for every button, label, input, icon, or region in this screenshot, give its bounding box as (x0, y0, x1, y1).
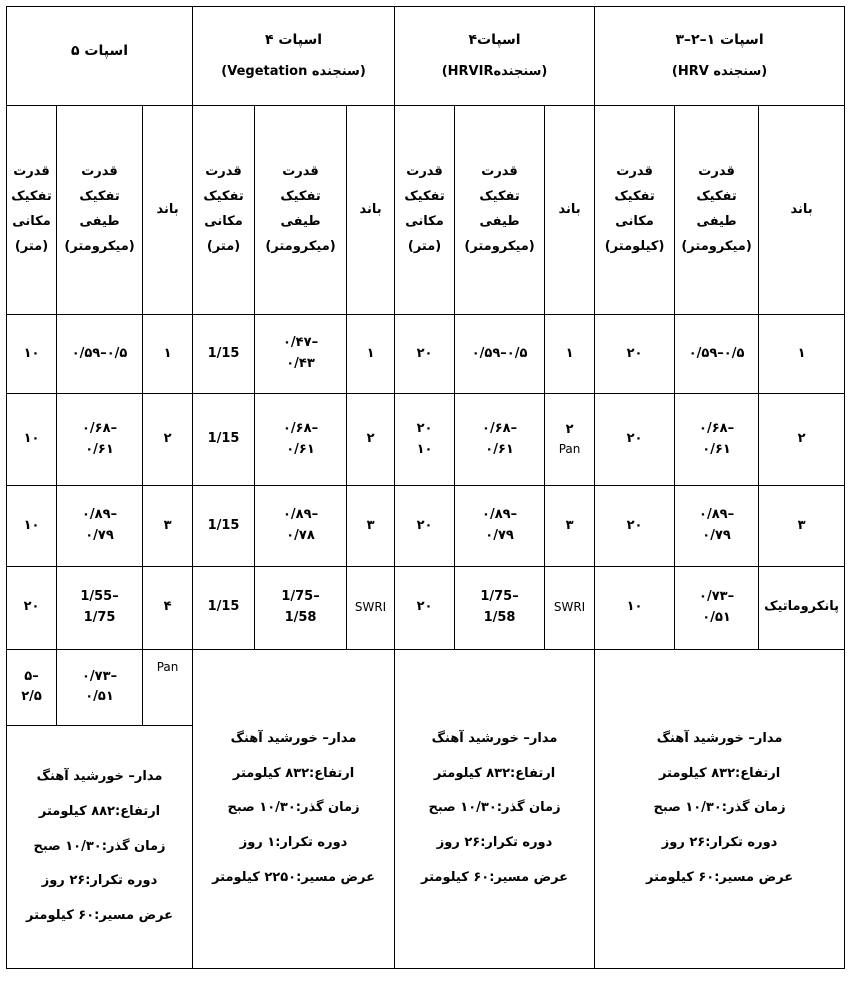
spectral-cell: –1/75 1/58 (455, 567, 545, 650)
table-row (7, 567, 845, 650)
spectral-cell: –۰/۸۹ ۰/۷۹ (57, 486, 143, 567)
band-cell: ۳ (143, 486, 193, 567)
spatial-cell: ۱۰ (7, 393, 57, 486)
spatial-cell: ۲۰ (395, 567, 455, 650)
band-cell: ۲ (143, 393, 193, 486)
table-row (7, 393, 845, 486)
band-cell: ۱ (347, 315, 395, 394)
spectral-cell: –۰/۸۹ ۰/۷۸ (255, 486, 347, 567)
spectral-cell: –۰/۷۳ ۰/۵۱ (57, 649, 143, 726)
col-header-spectral: قدرت تفکیک طیفی (میکرومتر) (675, 105, 759, 315)
table-row (7, 486, 845, 567)
spectral-cell: ۰/۵–۰/۵۹ (57, 315, 143, 394)
band-cell: ۲ Pan (545, 393, 595, 486)
satellite-header-spot4-vegetation: اسپات ۴ (سنجنده Vegetation) (193, 7, 395, 106)
spectral-cell: –۰/۷۳ ۰/۵۱ (675, 567, 759, 650)
spectral-cell: ۰/۵–۰/۵۹ (455, 315, 545, 394)
col-header-spectral: قدرت تفکیک طیفی (میکرومتر) (57, 105, 143, 315)
spatial-cell: –۵ ۲/۵ (7, 649, 57, 726)
spatial-cell: ۲۰ ۱۰ (395, 393, 455, 486)
spatial-cell: ۱۰ (7, 315, 57, 394)
orbit-info-spot4-vegetation: مدار– خورشید آهنگ ارتفاع:۸۳۲ کیلومتر زمان گذر:۱۰/۳۰ صبح دوره تکرار:۱ روز عرض مسیر:۲۲۵۰ کیلومتر (193, 649, 395, 968)
spectral-cell: –۰/۶۸ ۰/۶۱ (255, 393, 347, 486)
band-cell: Pan (143, 649, 193, 726)
spatial-cell: ۲۰ (595, 393, 675, 486)
band-cell: ۱ (143, 315, 193, 394)
spectral-cell: –۰/۶۸ ۰/۶۱ (455, 393, 545, 486)
spatial-cell: ۱۰ (7, 486, 57, 567)
band-cell: SWRI (545, 567, 595, 650)
col-header-spectral: قدرت تفکیک طیفی (میکرومتر) (255, 105, 347, 315)
column-header-row (7, 105, 845, 315)
spatial-cell: ۲۰ (395, 486, 455, 567)
col-header-spatial-km: قدرت تفکیک مکانی (کیلومتر) (595, 105, 675, 315)
table-row (7, 315, 845, 394)
spectral-cell: –۰/۴۷ ۰/۴۳ (255, 315, 347, 394)
band-cell: ۲ (759, 393, 845, 486)
col-header-band: باند (347, 105, 395, 315)
band-cell: ۳ (545, 486, 595, 567)
spectral-cell: –۰/۸۹ ۰/۷۹ (455, 486, 545, 567)
spot-satellites-table (6, 6, 845, 969)
spatial-cell: 1/15 (193, 486, 255, 567)
spatial-cell: ۲۰ (595, 315, 675, 394)
satellite-header-spot5: اسپات ۵ (7, 7, 193, 106)
col-header-spatial-m: قدرت تفکیک مکانی (متر) (395, 105, 455, 315)
satellite-header-spot4-hrvir: اسپات۴ (سنجندهHRVIR) (395, 7, 595, 106)
spectral-cell: –۰/۸۹ ۰/۷۹ (675, 486, 759, 567)
pan-row (7, 649, 845, 726)
col-header-band: باند (759, 105, 845, 315)
col-header-spectral: قدرت تفکیک طیفی (میکرومتر) (455, 105, 545, 315)
spatial-cell: ۲۰ (395, 315, 455, 394)
band-cell: ۱ (545, 315, 595, 394)
spatial-cell: ۱۰ (595, 567, 675, 650)
spectral-cell: –1/75 1/58 (255, 567, 347, 650)
col-header-spatial-m: قدرت تفکیک مکانی (متر) (193, 105, 255, 315)
spectral-cell: –۰/۶۸ ۰/۶۱ (57, 393, 143, 486)
satellite-header-row (7, 7, 845, 106)
band-cell: ۳ (347, 486, 395, 567)
col-header-band: باند (545, 105, 595, 315)
orbit-info-spot5: مدار– خورشید آهنگ ارتفاع:۸۸۲ کیلومتر زمان گذر:۱۰/۳۰ صبح دوره تکرار:۲۶ روز عرض مسیر:۶۰ کیلومتر (7, 726, 193, 969)
orbit-info-spot123: مدار– خورشید آهنگ ارتفاع:۸۳۲ کیلومتر زمان گذر:۱۰/۳۰ صبح دوره تکرار:۲۶ روز عرض مسیر:۶۰ کیلومتر (595, 649, 845, 968)
band-cell: ۳ (759, 486, 845, 567)
band-cell: پانکروماتیک (759, 567, 845, 650)
orbit-info-spot4-hrvir: مدار– خورشید آهنگ ارتفاع:۸۳۲ کیلومتر زمان گذر:۱۰/۳۰ صبح دوره تکرار:۲۶ روز عرض مسیر:۶۰ کیلومتر (395, 649, 595, 968)
band-cell: ۲ (347, 393, 395, 486)
spatial-cell: 1/15 (193, 567, 255, 650)
spatial-cell: ۲۰ (595, 486, 675, 567)
spatial-cell: ۲۰ (7, 567, 57, 650)
spectral-cell: –۰/۶۸ ۰/۶۱ (675, 393, 759, 486)
satellite-header-spot123: اسپات ۱–۲–۳ (سنجنده HRV) (595, 7, 845, 106)
spectral-cell: –1/55 1/75 (57, 567, 143, 650)
spectral-cell: ۰/۵–۰/۵۹ (675, 315, 759, 394)
col-header-spatial-m: قدرت تفکیک مکانی (متر) (7, 105, 57, 315)
spatial-cell: 1/15 (193, 315, 255, 394)
col-header-band: باند (143, 105, 193, 315)
band-cell: ۱ (759, 315, 845, 394)
band-cell: ۴ (143, 567, 193, 650)
spatial-cell: 1/15 (193, 393, 255, 486)
band-cell: SWRI (347, 567, 395, 650)
